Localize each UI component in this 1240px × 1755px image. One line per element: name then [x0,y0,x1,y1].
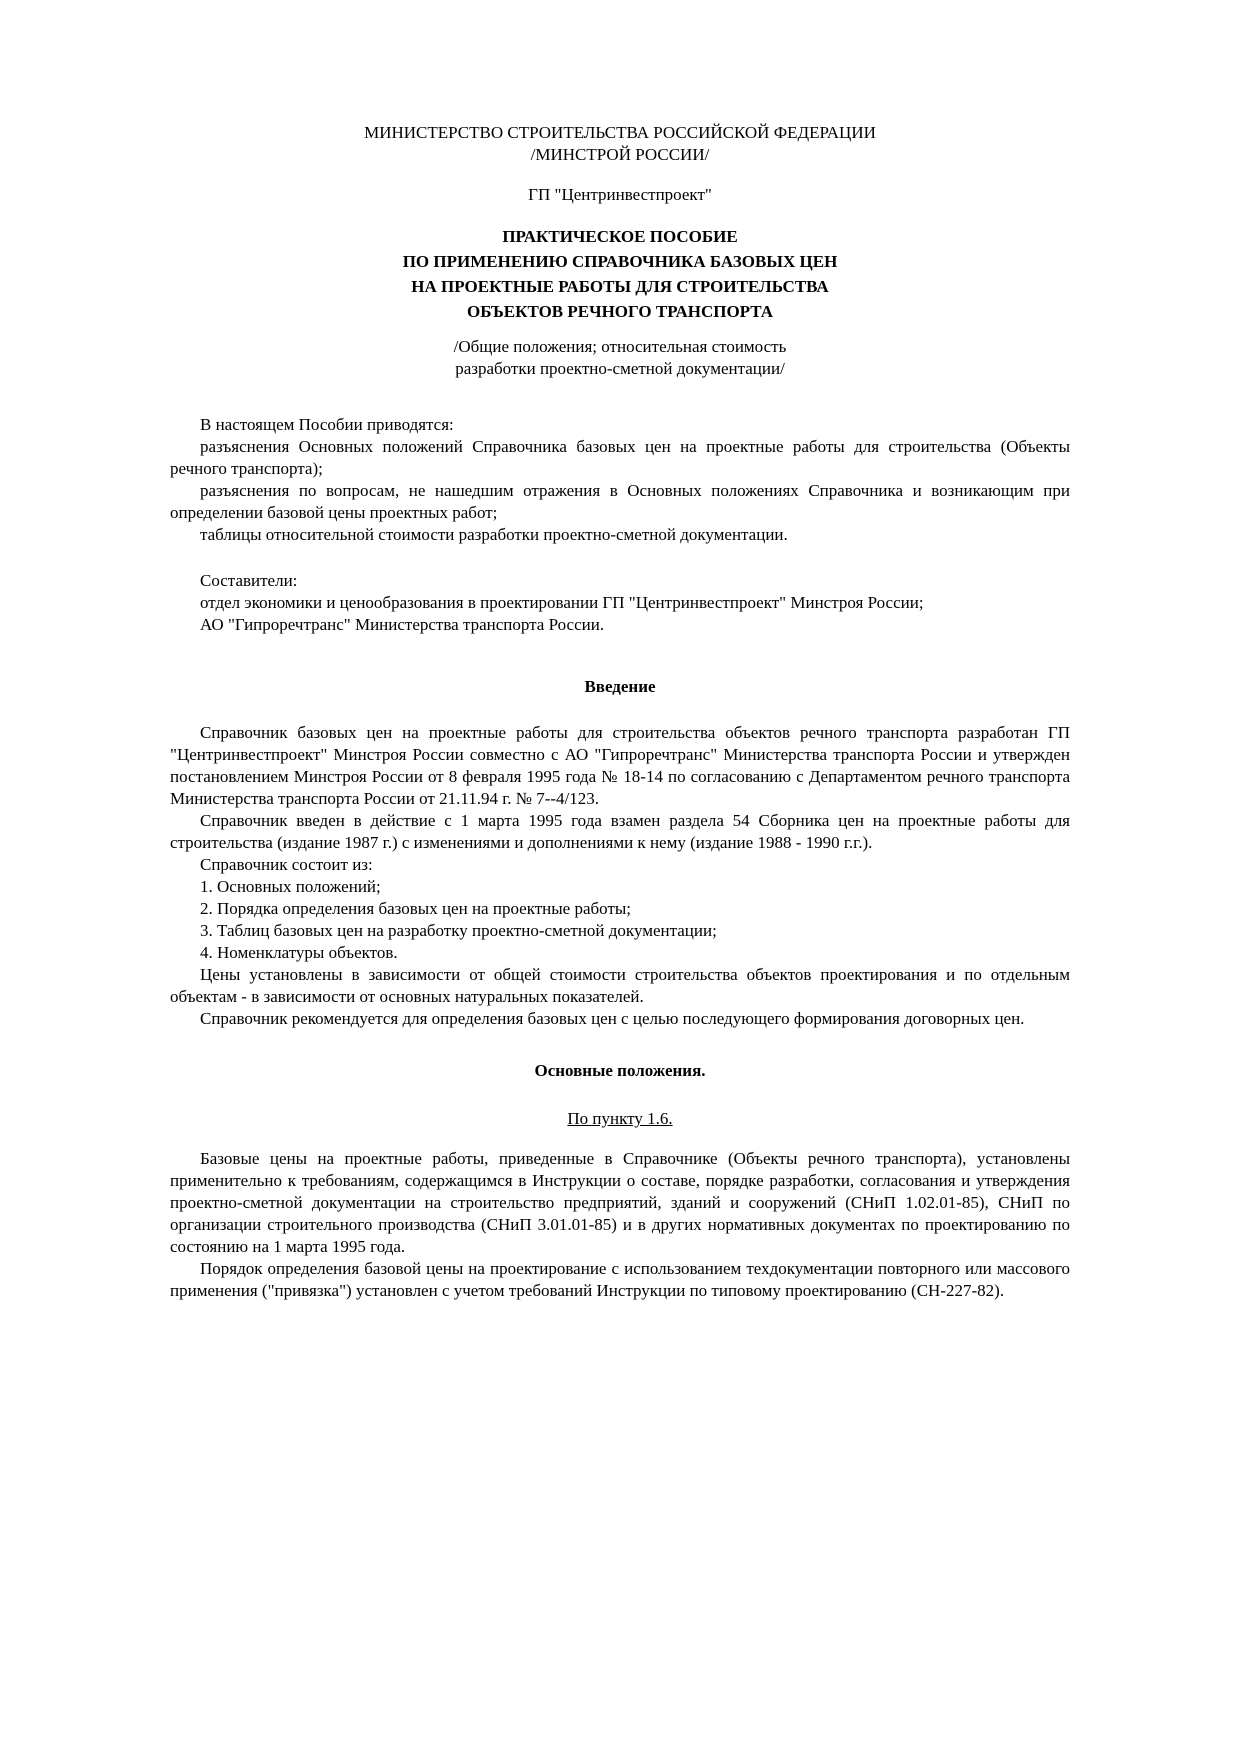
title-line: ПО ПРИМЕНЕНИЮ СПРАВОЧНИКА БАЗОВЫХ ЦЕН [402,252,838,271]
ministry-name-line: МИНИСТЕРСТВО СТРОИТЕЛЬСТВА РОССИЙСКОЙ ФЕДЕРАЦИИ [364,123,876,142]
title-line: ОБЪЕКТОВ РЕЧНОГО ТРАНСПОРТА [466,302,774,321]
paragraph: отдел экономики и ценообразования в проектировании ГП "Центринвестпроект" Минстроя России; [200,593,924,612]
paragraph: В настоящем Пособии приводятся: [200,415,454,434]
main-provisions-heading: Основные положения. [534,1061,706,1080]
paragraph: АО "Гипроречтранс" Министерства транспорта России. [200,615,605,634]
subtitle-line: разработки проектно-сметной документации/ [455,359,785,378]
clause-subheading [170,1108,1070,1130]
list-item: 2. Порядка определения базовых цен на проектные работы; [200,899,632,918]
paragraph: Порядок определения базовой цены на проектирование с использованием техдокументации повторного или массового применения ("привязка") установлен с учетом требований Инструкции по типовому проектированию (СН-227-82). [170,1259,1070,1300]
paragraph: разъяснения по вопросам, не нашедшим отражения в Основных положениях Справочника и возникающим при определении базовой цены проектных работ; [170,481,1070,522]
paragraph: Справочник рекомендуется для определения базовых цен с целью последующего формирования договорных цен. [200,1009,1025,1028]
clause-subheading-text: По пункту 1.6. [567,1109,673,1128]
paragraph: Справочник базовых цен на проектные работы для строительства объектов речного транспорта разработан ГП "Центринвестпроект" Минстроя России совместно с АО "Гипроречтранс" Министерства транспорта России и утвержден постановлением Минстроя России от 8 февраля 1995 года № 18-14 по согласованию с Департаментом речного транспорта Министерства транспорта России от 21.11.94 г. № 7--4/123. [170,723,1070,808]
document-title [170,224,1070,324]
title-line: НА ПРОЕКТНЫЕ РАБОТЫ ДЛЯ СТРОИТЕЛЬСТВА [411,277,829,296]
paragraph: Составители: [200,571,298,590]
intro-section [170,414,1070,546]
compilers-section [170,570,1070,636]
list-item: 4. Номенклатуры объектов. [200,943,398,962]
ministry-abbr-line: /МИНСТРОЙ РОССИИ/ [530,145,710,164]
paragraph: разъяснения Основных положений Справочника базовых цен на проектные работы для строительства (Объекты речного транспорта); [170,437,1070,478]
list-item: 1. Основных положений; [200,877,381,896]
main-provisions-section [170,1060,1070,1302]
document-subtitle [170,336,1070,380]
organization-name: ГП "Центринвестпроект" [528,185,712,204]
paragraph: Базовые цены на проектные работы, приведенные в Справочнике (Объекты речного транспорта), установлены применительно к требованиям, содержащимся в Инструкции о составе, порядке разработки, согласования и утверждения проектно-сметной документации на строительство предприятий, зданий и сооружений (СНиП 1.02.01-85), СНиП по организации строительного производства (СНиП 3.01.01-85) и в других нормативных документах по проектированию по состоянию на 1 марта 1995 года. [170,1149,1070,1256]
paragraph: Справочник состоит из: [200,855,373,874]
document-header [170,122,1070,380]
paragraph: таблицы относительной стоимости разработки проектно-сметной документации. [200,525,788,544]
subtitle-line: /Общие положения; относительная стоимость [453,337,787,356]
list-item: 3. Таблиц базовых цен на разработку проектно-сметной документации; [200,921,717,940]
introduction-heading: Введение [584,677,656,696]
introduction-section [170,676,1070,1030]
paragraph: Справочник введен в действие с 1 марта 1995 года взамен раздела 54 Сборника цен на проектные работы для строительства (издание 1987 г.) с изменениями и дополнениями к нему (издание 1988 - 1990 г.г.). [170,811,1070,852]
title-line: ПРАКТИЧЕСКОЕ ПОСОБИЕ [502,227,738,246]
paragraph: Цены установлены в зависимости от общей стоимости строительства объектов проектирования и по отдельным объектам - в зависимости от основных натуральных показателей. [170,965,1070,1006]
